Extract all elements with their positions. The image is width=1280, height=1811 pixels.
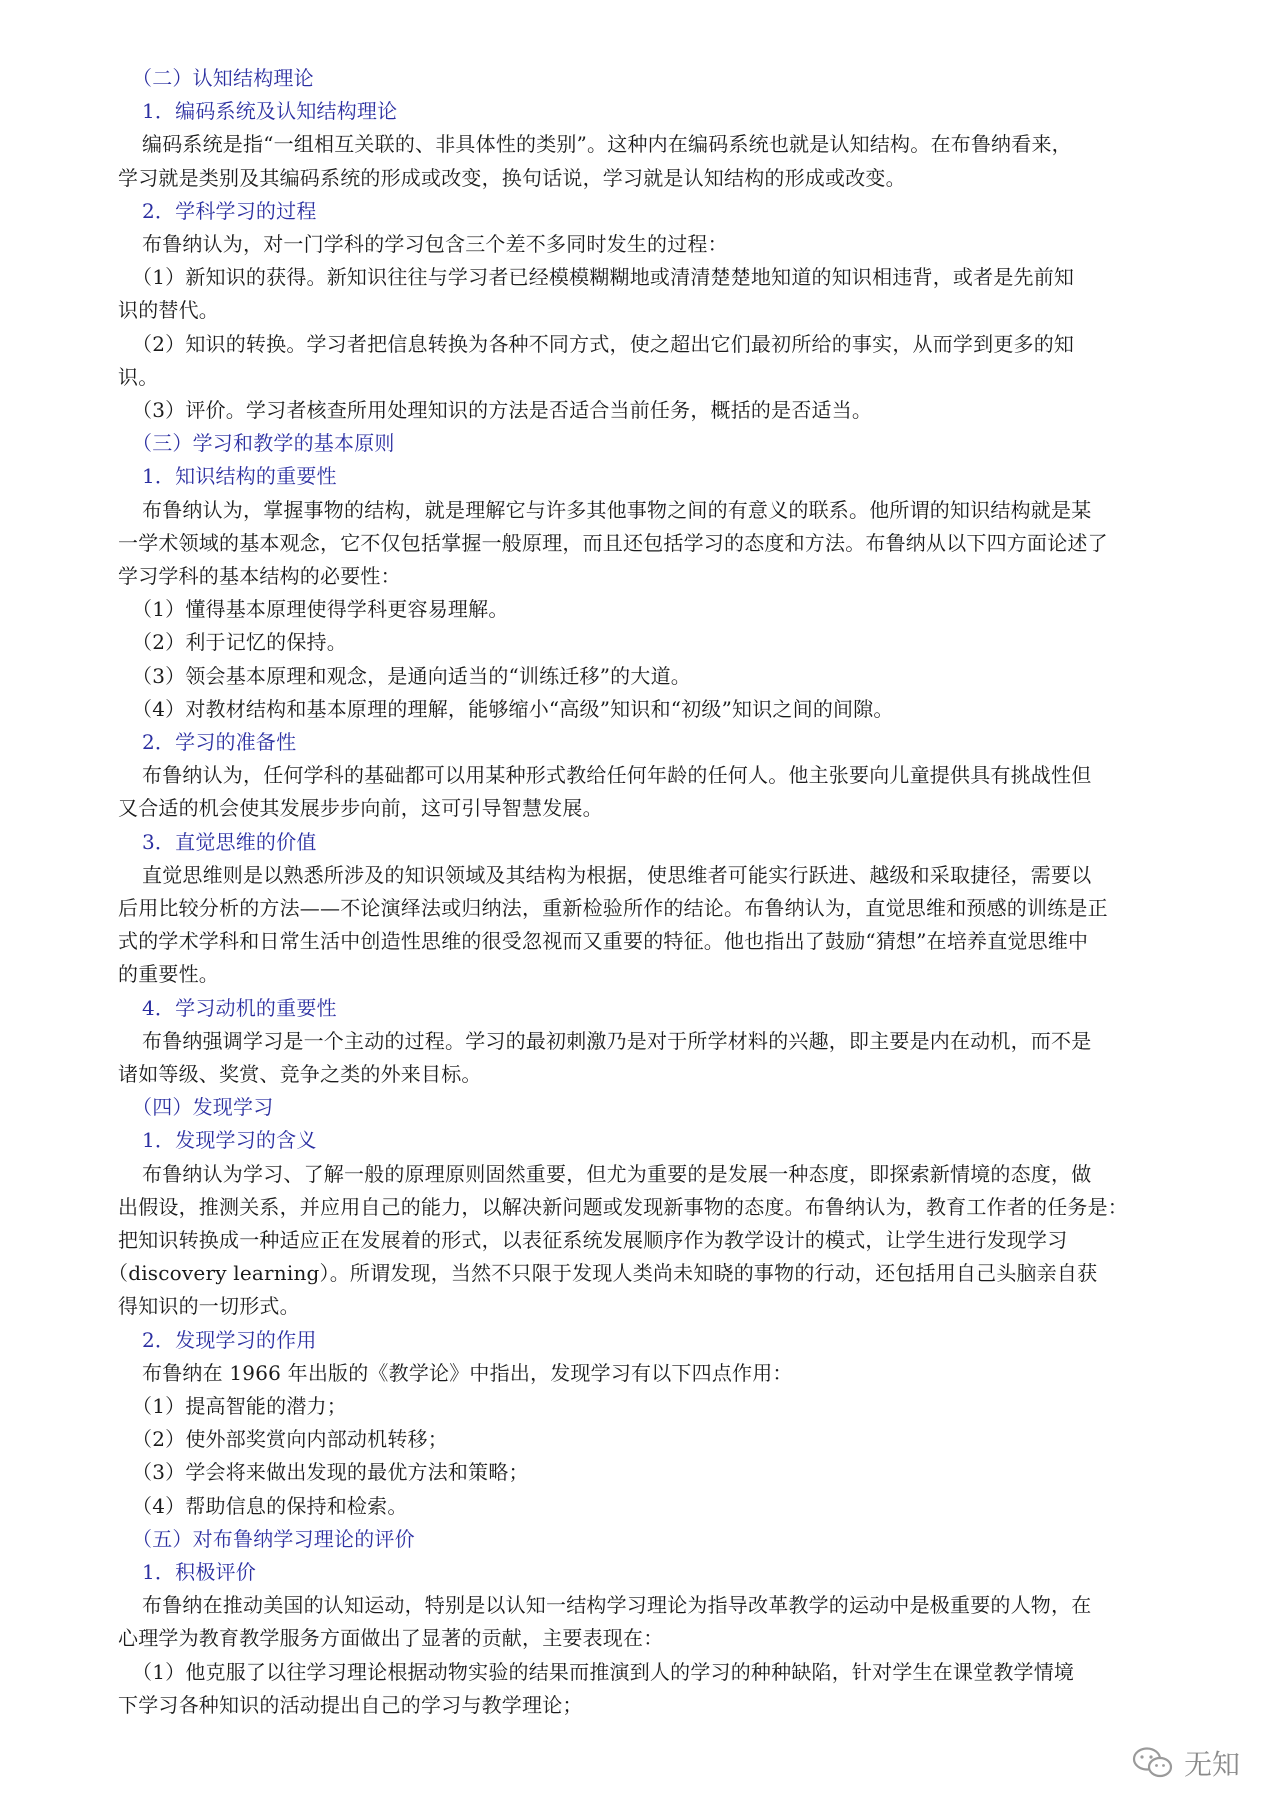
section-heading: 1．知识结构的重要性 — [142, 464, 337, 489]
text-line: 一学术领域的基本观念，它不仅包括掌握一般原理，而且还包括学习的态度和方法。布鲁纳从以下四方面论述了 — [118, 530, 1108, 555]
text-line: 直觉思维则是以熟悉所涉及的知识领域及其结构为根据，使思维者可能实行跃进、越级和采取捷径，需要以 — [142, 862, 1092, 887]
section-heading: 4．学习动机的重要性 — [142, 995, 337, 1020]
text-line: 布鲁纳认为，对一门学科的学习包含三个差不多同时发生的过程： — [142, 232, 728, 256]
section-heading: 1．发现学习的含义 — [142, 1128, 317, 1153]
text-line: 后用比较分析的方法——不论演绎法或归纳法，重新检验所作的结论。布鲁纳认为，直觉思维和预感的训练是正 — [118, 896, 1108, 920]
text-line: 把知识转换成一种适应正在发展着的形式，以表征系统发展顺序作为教学设计的模式，让学生进行发现学习 — [118, 1228, 1068, 1252]
text-line: 心理学为教育教学服务方面做出了显著的贡献，主要表现在： — [118, 1626, 664, 1651]
text-line: 布鲁纳强调学习是一个主动的过程。学习的最初刺激乃是对于所学材料的兴趣，即主要是内在动机，而不是 — [142, 1028, 1092, 1053]
text-line: （2）利于记忆的保持。 — [132, 630, 347, 655]
text-line: 得知识的一切形式。 — [118, 1294, 300, 1319]
text-line: 布鲁纳认为，掌握事物的结构，就是理解它与许多其他事物之间的有意义的联系。他所谓的知识结构就是某 — [142, 497, 1092, 522]
text-line: 编码系统是指“一组相互关联的、非具体性的类别”。这种内在编码系统也就是认知结构。在布鲁纳看来， — [142, 132, 1072, 157]
text-line: 的重要性。 — [118, 962, 219, 987]
text-line: （2）使外部奖赏向内部动机转移； — [132, 1427, 448, 1452]
section-heading: 2．发现学习的作用 — [142, 1327, 317, 1352]
text-line: 布鲁纳认为学习、了解一般的原理原则固然重要，但尤为重要的是发展一种态度，即探索新情境的态度，做 — [142, 1161, 1092, 1186]
text-line: 出假设，推测关系，并应用自己的能力，以解决新问题或发现新事物的态度。布鲁纳认为，教育工作者的任务是： — [118, 1194, 1128, 1219]
section-heading: 1．编码系统及认知结构理论 — [142, 99, 398, 124]
text-line: 布鲁纳认为，任何学科的基础都可以用某种形式教给任何年龄的任何人。他主张要向儿童提供具有挑战性但 — [142, 763, 1092, 788]
text-line: 学习就是类别及其编码系统的形成或改变，换句话说，学习就是认知结构的形成或改变。 — [118, 165, 906, 190]
text-line: （1）提高智能的潜力； — [132, 1394, 347, 1418]
text-line: （2）知识的转换。学习者把信息转换为各种不同方式，使之超出它们最初所给的事实，从而学到更多的知 — [132, 331, 1075, 356]
section-heading: 1．积极评价 — [142, 1560, 256, 1584]
section-heading: （五）对布鲁纳学习理论的评价 — [132, 1526, 415, 1551]
section-heading: （二）认知结构理论 — [132, 66, 314, 90]
text-line: （3）学会将来做出发现的最优方法和策略； — [132, 1460, 529, 1485]
text-line: 布鲁纳在推动美国的认知运动，特别是以认知一结构学习理论为指导改革教学的运动中是极重要的人物，在 — [142, 1593, 1092, 1618]
text-line: 式的学术学科和日常生活中创造性思维的很受忽视而又重要的特征。他也指出了鼓励“猜想”在培养直觉思维中 — [118, 929, 1089, 954]
text-line: 下学习各种知识的活动提出自己的学习与教学理论； — [118, 1692, 583, 1717]
text-line: 又合适的机会使其发展步步向前，这可引导智慧发展。 — [118, 796, 603, 821]
text-line: 识的替代。 — [118, 298, 219, 323]
text-line: （1）新知识的获得。新知识往往与学习者已经模模糊糊地或清清楚楚地知道的知识相违背，或者是先前知 — [132, 265, 1075, 290]
text-line: （4）对教材结构和基本原理的理解，能够缩小“高级”知识和“初级”知识之间的间隙。 — [132, 696, 894, 721]
text-line: （1）他克服了以往学习理论根据动物实验的结果而推演到人的学习的种种缺陷，针对学生在课堂教学情境 — [132, 1659, 1075, 1684]
text-line: （4）帮助信息的保持和检索。 — [132, 1493, 408, 1518]
section-heading: 2．学习的准备性 — [142, 730, 297, 754]
section-heading: 3．直觉思维的价值 — [142, 829, 317, 854]
text-line: （3）领会基本原理和观念，是通向适当的“训练迁移”的大道。 — [132, 663, 691, 688]
text-line: 学习学科的基本结构的必要性： — [118, 564, 401, 588]
text-line: （discovery learning）。所谓发现，当然不只限于发现人类尚未知晓的事物的行动，还包括用自己头脑亲自获 — [108, 1261, 1098, 1286]
text-line: 布鲁纳在 1966 年出版的《教学论》中指出，发现学习有以下四点作用： — [142, 1360, 793, 1385]
section-heading: 2．学科学习的过程 — [142, 198, 317, 223]
text-line: 识。 — [118, 364, 159, 389]
text-line: 诸如等级、奖赏、竞争之类的外来目标。 — [118, 1062, 482, 1086]
text-line: （1）懂得基本原理使得学科更容易理解。 — [132, 597, 509, 622]
watermark-text: 无知 — [1183, 1748, 1240, 1781]
wechat-icon — [1132, 1746, 1174, 1780]
section-heading: （三）学习和教学的基本原则 — [132, 431, 395, 456]
text-line: （3）评价。学习者核查所用处理知识的方法是否适合当前任务，概括的是否适当。 — [132, 398, 873, 422]
section-heading: （四）发现学习 — [132, 1095, 274, 1120]
watermark — [1132, 1743, 1240, 1783]
